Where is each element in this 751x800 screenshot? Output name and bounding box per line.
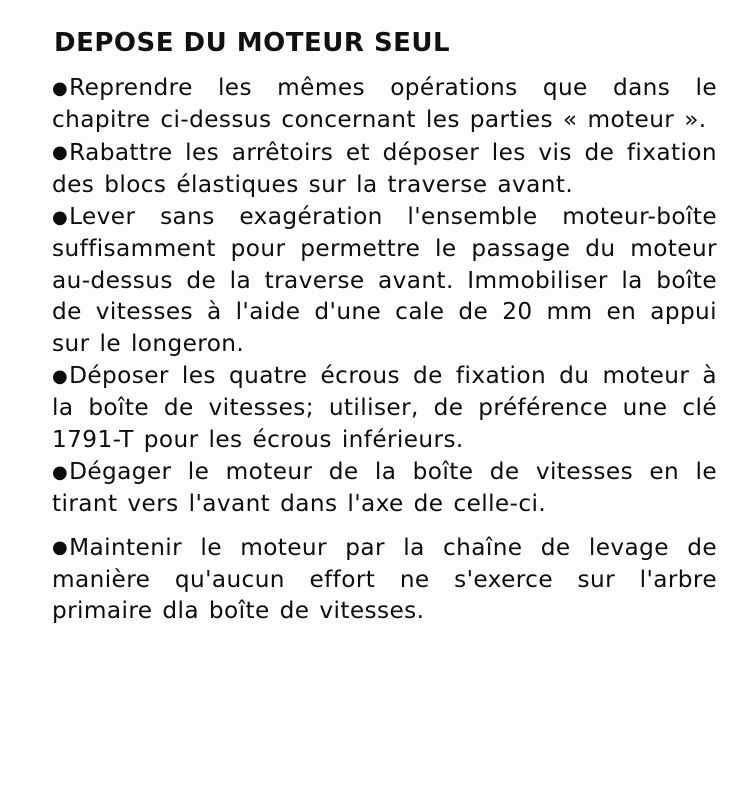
- list-item: [52, 532, 717, 627]
- page-title: DEPOSE DU MOTEUR SEUL: [54, 28, 451, 58]
- list-item: [52, 137, 717, 201]
- list-item-text: Maintenir le moteur par la chaîne de levage de manière qu'aucun effort ne s'exerce sur l'arbre primaire dla boîte de vitesses.: [52, 533, 717, 625]
- bullet-icon: ●: [52, 206, 69, 228]
- bullet-icon: ●: [52, 142, 69, 164]
- list-item-text: Reprendre les mêmes opérations que dans le chapitre ci-dessus concernant les parties « moteur ».: [52, 74, 717, 134]
- list-item-text: Dégager le moteur de la boîte de vitesses en le tirant vers l'avant dans l'axe de celle-ci.: [52, 458, 717, 518]
- bullet-icon: ●: [52, 537, 69, 559]
- bullet-icon: ●: [52, 77, 69, 99]
- list-item: [52, 456, 717, 520]
- list-item: [52, 72, 717, 136]
- bullet-icon: ●: [52, 461, 69, 483]
- list-item-text: Lever sans exagération l'ensemble moteur-boîte suffisamment pour permettre le passage du moteur au-dessus de la traverse avant. Immobiliser la boîte de vitesses à l'aide d'une cale de 20 mm en appui sur le longeron.: [52, 203, 717, 357]
- bullet-icon: ●: [52, 365, 69, 387]
- list-item-text: Déposer les quatre écrous de fixation du moteur à la boîte de vitesses; utiliser, de préférence une clé 1791-T pour les écrous inférieurs.: [52, 362, 717, 453]
- list-item: [52, 201, 717, 359]
- list-item: [52, 360, 717, 455]
- list-item-text: Rabattre les arrêtoirs et déposer les vis de fixation des blocs élastiques sur la traverse avant.: [52, 138, 717, 198]
